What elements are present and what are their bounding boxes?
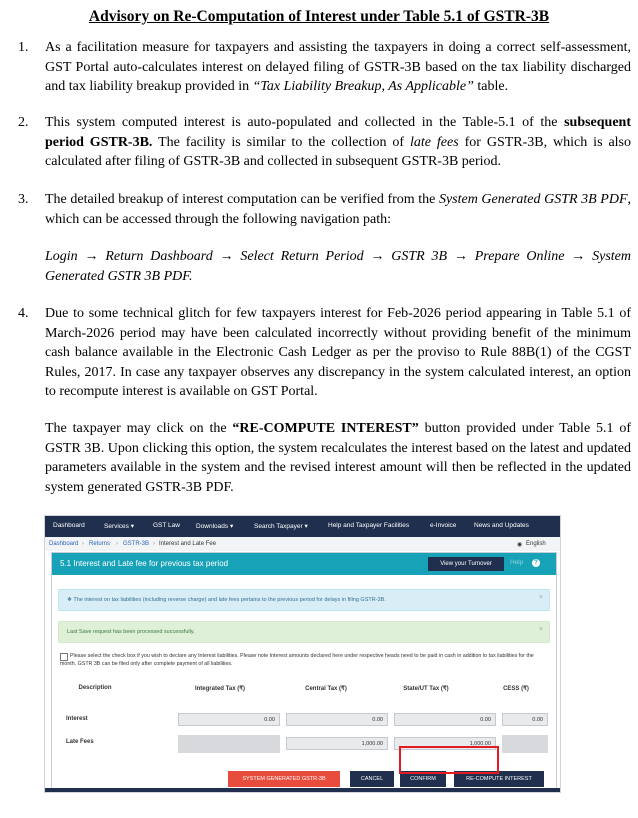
page-title: Advisory on Re-Computation of Interest under Table 5.1 of GSTR-3B (88, 8, 550, 25)
crumb-current: Interest and Late Fee (159, 541, 217, 547)
nav-einvoice[interactable]: e-Invoice (430, 522, 457, 529)
interest-cgst-input[interactable]: 0.00 (286, 713, 388, 726)
col-cess: CESS (₹) (503, 686, 529, 692)
globe-icon[interactable]: ◉ (517, 542, 523, 548)
info-icon: ❖ (67, 597, 74, 603)
nav-help[interactable]: Help and Taxpayer Facilities (328, 522, 410, 529)
col-integrated-tax: Integrated Tax (₹) (194, 686, 246, 692)
paragraph-1-text: As a facilitation measure for taxpayers and assisting the taxpayers in doing a correct self-assessment, GST Portal auto-calculates interest on delayed filing of GSTR-3B based on the tax liability discharged and tax liability breakup provided in “Tax Liability Breakup, As Applicable” table. (45, 40, 631, 94)
item-number: 2. (18, 115, 29, 130)
latefee-igst-disabled (178, 735, 280, 753)
col-state-tax: State/UT Tax (₹) (403, 686, 449, 692)
navigation-path: Login → Return Dashboard → Select Return Period → GSTR 3B → Prepare Online → System Generated GSTR 3B PDF. (45, 249, 631, 284)
interest-cess-input[interactable]: 0.00 (502, 713, 548, 726)
item-number: 1. (18, 40, 29, 55)
footer-bar (45, 788, 560, 792)
confirm-button[interactable]: CONFIRM (400, 771, 446, 787)
row-interest-label: Interest (66, 716, 88, 722)
paragraph-3 (45, 190, 631, 229)
latefee-sgst-input[interactable]: 1,000.00 (394, 737, 496, 750)
panel-header (52, 553, 556, 575)
crumb-returns[interactable]: Returns (89, 541, 111, 547)
success-alert (58, 621, 550, 643)
latefee-cess-disabled (502, 735, 548, 753)
recompute-interest-button[interactable]: RE-COMPUTE INTEREST (454, 771, 544, 787)
nav-services[interactable]: Services ▾ (104, 523, 134, 530)
paragraph-2-text: This system computed interest is auto-populated and collected in the Table-5.1 of the subsequent period GSTR-3B. The facility is similar to the collection of late fees for GSTR-3B, which is also calculated after filing of GSTR-3B and collected in subsequent GSTR-3B period. (45, 115, 631, 169)
system-generated-gstr3b-button[interactable]: SYSTEM GENERATED GSTR-3B (228, 771, 340, 787)
interest-igst-input[interactable]: 0.00 (178, 713, 280, 726)
col-description: Description (78, 685, 112, 691)
paragraph-4 (45, 304, 631, 402)
paragraph-1 (45, 38, 631, 97)
item-number: 3. (18, 192, 29, 207)
view-turnover-button[interactable]: View your Turnover (428, 557, 504, 571)
top-navbar (45, 516, 560, 537)
help-link[interactable]: Help (510, 559, 524, 566)
breadcrumb: Dashboard › Returns › GSTR-3B › Interest and Late Fee ◉ English (45, 537, 560, 551)
nav-dashboard[interactable]: Dashboard (53, 522, 85, 529)
paragraph-2 (45, 113, 631, 172)
item-number: 4. (18, 306, 29, 321)
info-alert (58, 589, 550, 611)
nav-search-taxpayer[interactable]: Search Taxpayer ▾ (254, 523, 308, 530)
nav-downloads[interactable]: Downloads ▾ (196, 523, 234, 530)
help-icon[interactable]: ? (532, 559, 540, 567)
nav-gst-law[interactable]: GST Law (153, 522, 180, 529)
paragraph-4-text: Due to some technical glitch for few taxpayers interest for Feb-2026 period appearing in Table 5.1 of March-2026 period may have been calculated incorrectly without providing benefit of the minimum cash balance available in the Electronic Cash Ledger as per the proviso to Rule 88B(1) of the CGST Rules, 2017. In case any taxpayer observes any discrepancy in the system calculated interest, an option to recompute interest is available on GST Portal. (45, 306, 631, 399)
success-alert-text: Last Save request has been processed successfully. (67, 629, 195, 635)
checkbox-note: Please select the check box if you wish to declare any Interest liabilities. Please note Interest amounts declared here under respective heads need to be paid in cash in addition to tax liabilities for the month. GSTR 3B can be filed only after complete payment of all liabilities. (60, 653, 534, 667)
language-selector[interactable]: English (526, 541, 546, 547)
paragraph-4b: The taxpayer may click on the “RE-COMPUTE INTEREST” button provided under Table 5.1 of GSTR 3B. Upon clicking this option, the system recalculates the interest based on the latest and updated parameters available in the system and the revised interest amount will then be reflected in the updated system generated GSTR-3B PDF. (45, 421, 631, 495)
highlight-box (399, 746, 499, 774)
cancel-button[interactable]: CANCEL (350, 771, 394, 787)
interest-sgst-input[interactable]: 0.00 (394, 713, 496, 726)
panel-title: 5.1 Interest and Late fee for previous tax period (60, 559, 229, 568)
close-icon[interactable]: × (538, 594, 543, 601)
col-central-tax: Central Tax (₹) (305, 686, 347, 692)
crumb-gstr3b[interactable]: GSTR-3B (123, 541, 150, 547)
paragraph-3-text: The detailed breakup of interest computation can be verified from the System Generated GSTR 3B PDF, which can be accessed through the following navigation path: (45, 192, 631, 227)
crumb-dashboard[interactable]: Dashboard (49, 541, 79, 547)
close-icon[interactable]: × (538, 626, 543, 633)
row-latefee-label: Late Fees (66, 739, 94, 745)
nav-news[interactable]: News and Updates (474, 522, 529, 529)
latefee-cgst-input[interactable]: 1,000.00 (286, 737, 388, 750)
info-alert-text: The interest on tax liabilities (including reverse charge) and late fees pertains to the previous period for delays in filing GSTR-3B. (73, 597, 386, 603)
